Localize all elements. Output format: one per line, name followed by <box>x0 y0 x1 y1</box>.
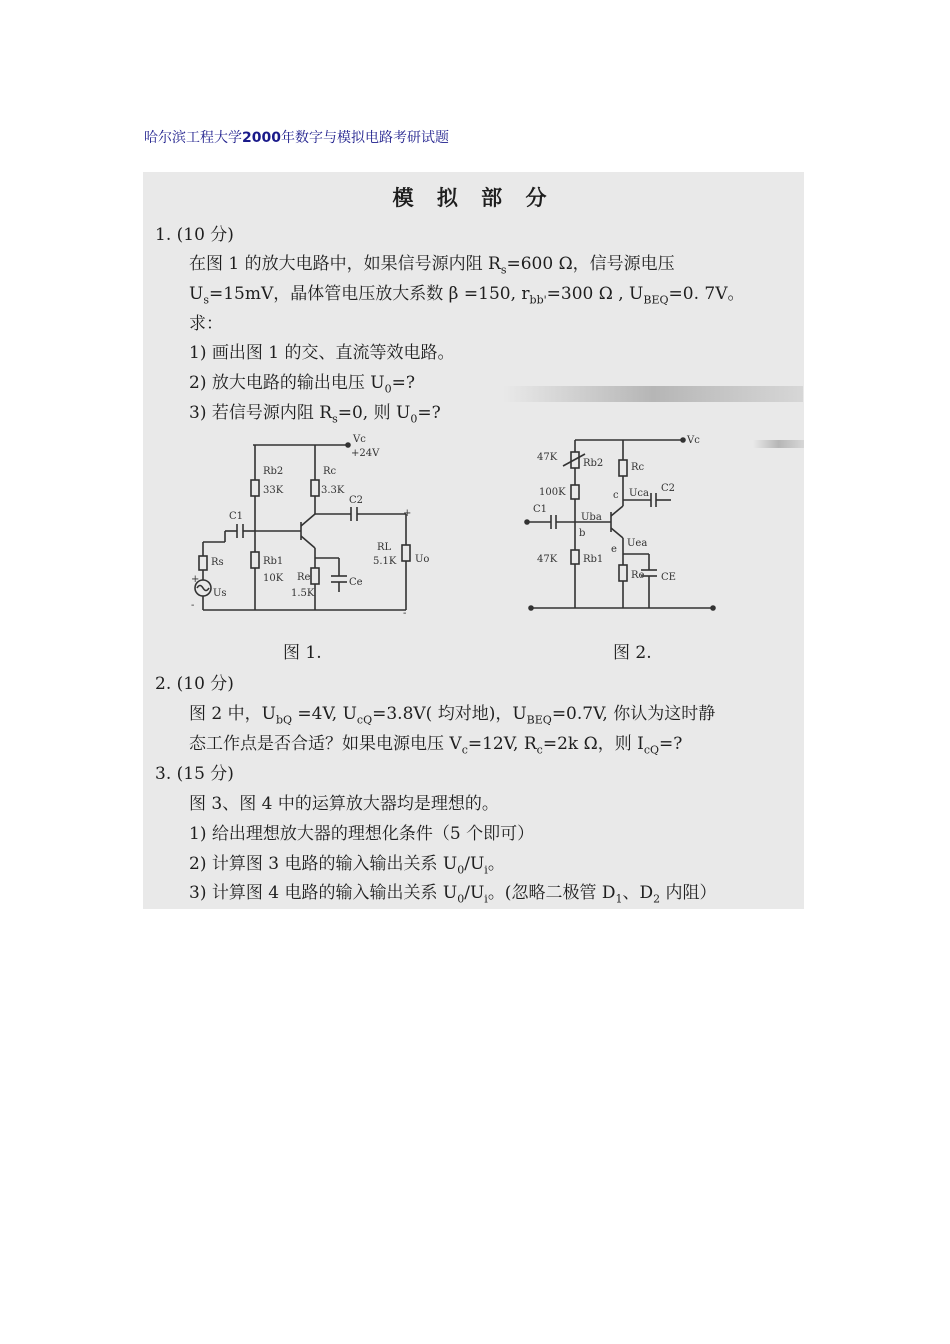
f1-minus-out: - <box>403 608 407 619</box>
q1-number: 1. (10 分) <box>155 225 234 245</box>
f1-rb1: Rb1 <box>263 556 284 567</box>
q3-intro: 图 3、图 4 中的运算放大器均是理想的。 <box>189 794 499 814</box>
f2-rb1: Rb1 <box>583 554 604 565</box>
q1-item1: 1) 画出图 1 的交、直流等效电路。 <box>189 343 455 363</box>
title-year: 2000 <box>242 130 281 146</box>
q1-item2: 2) 放大电路的输出电压 $U_0=$? <box>189 373 415 396</box>
f1-vcc: +24V <box>351 448 380 459</box>
f2-47k: 47K <box>537 554 558 565</box>
document-title <box>144 127 449 147</box>
f1-rb1-val: 10K <box>263 573 284 584</box>
f1-vc: Vc <box>353 434 366 445</box>
f1-rc-val: 3.3K <box>321 485 345 496</box>
q3-item1: 1) 给出理想放大器的理想化条件（5 个即可） <box>189 824 535 844</box>
section-heading: 模 拟 部 分 <box>392 185 555 210</box>
f2-100k: 100K <box>539 487 566 498</box>
f2-ce: CE <box>661 572 676 583</box>
f2-c1: C1 <box>533 504 548 515</box>
f2-uba: Uba <box>581 512 602 523</box>
figure-1-caption: 图 1. <box>283 643 322 663</box>
f1-rc: Rc <box>323 466 337 477</box>
title-pre: 哈尔滨工程大学 <box>144 130 242 146</box>
f1-ce: Ce <box>349 577 363 588</box>
q2-line2: 态工作点是否合适？如果电源电压 $V_c=12V$, $R_c=2k$ Ω，则 $I_{cQ}=$? <box>189 734 683 757</box>
scan-smear <box>503 386 803 402</box>
q3-number: 3. (15 分) <box>155 764 234 784</box>
figure-1-circuit <box>173 430 430 620</box>
f1-plus-in: + <box>191 574 200 585</box>
f1-rb2: Rb2 <box>263 466 284 477</box>
f1-rl: RL <box>377 542 392 553</box>
f1-c2: C2 <box>349 495 364 506</box>
q3-item3: 3) 计算图 4 电路的输入输出关系 $U_0/U_i$。(忽略二极管 $D_1$、$D_2$ 内阻） <box>189 883 717 906</box>
f1-rl-val: 5.1K <box>373 556 397 567</box>
scan-smear-2 <box>753 440 804 448</box>
f1-re-val: 1.5K <box>291 588 315 599</box>
q1-line2: $U_s=15mV$，晶体管电压放大系数 β =150, $r_{bb'}=300$ Ω , $U_{BEQ}=0$. 7V。 <box>189 284 745 307</box>
q1-item3: 3) 若信号源内阻 $R_s=0$, 则 $U_0=$? <box>189 403 441 426</box>
f2-vc: Vc <box>687 435 700 446</box>
title-post: 年数字与模拟电路考研试题 <box>280 130 449 146</box>
f2-b: b <box>579 528 586 539</box>
f2-c2: C2 <box>661 483 676 494</box>
f1-rs: Rs <box>211 557 224 568</box>
f1-rb2-val: 33K <box>263 485 284 496</box>
f2-rb2: Rb2 <box>583 458 604 469</box>
figure-2-circuit <box>523 430 723 620</box>
f1-plus-out: + <box>403 508 412 519</box>
f2-re: Re <box>631 570 645 581</box>
q3-item2: 2) 计算图 3 电路的输入输出关系 $U_0/U_i$。 <box>189 854 505 877</box>
q2-line1: 图 2 中，$U_{bQ} =4V$, $U_{cQ}=3.8V$( 均对地)，$U_{BEQ}=0.7V$, 你认为这时静 <box>189 704 716 727</box>
f2-c: c <box>613 490 619 501</box>
f1-minus-in: - <box>191 600 195 611</box>
f1-uo: Uo <box>415 554 430 565</box>
f2-uca: Uca <box>629 488 649 499</box>
f2-47k-pot: 47K <box>537 452 558 463</box>
q2-number: 2. (10 分) <box>155 674 234 694</box>
f1-us: Us <box>213 588 227 599</box>
f1-c1: C1 <box>229 511 244 522</box>
f2-rc: Rc <box>631 462 645 473</box>
scanned-exam-image <box>143 172 804 909</box>
f2-uea: Uea <box>627 538 648 549</box>
q1-ask: 求： <box>189 314 223 334</box>
q1-line1: 在图 1 的放大电路中，如果信号源内阻 $R_s=600$ Ω，信号源电压 <box>189 254 675 277</box>
figure-2-caption: 图 2. <box>613 643 652 663</box>
f1-re: Re <box>297 572 311 583</box>
f2-e: e <box>611 544 617 555</box>
